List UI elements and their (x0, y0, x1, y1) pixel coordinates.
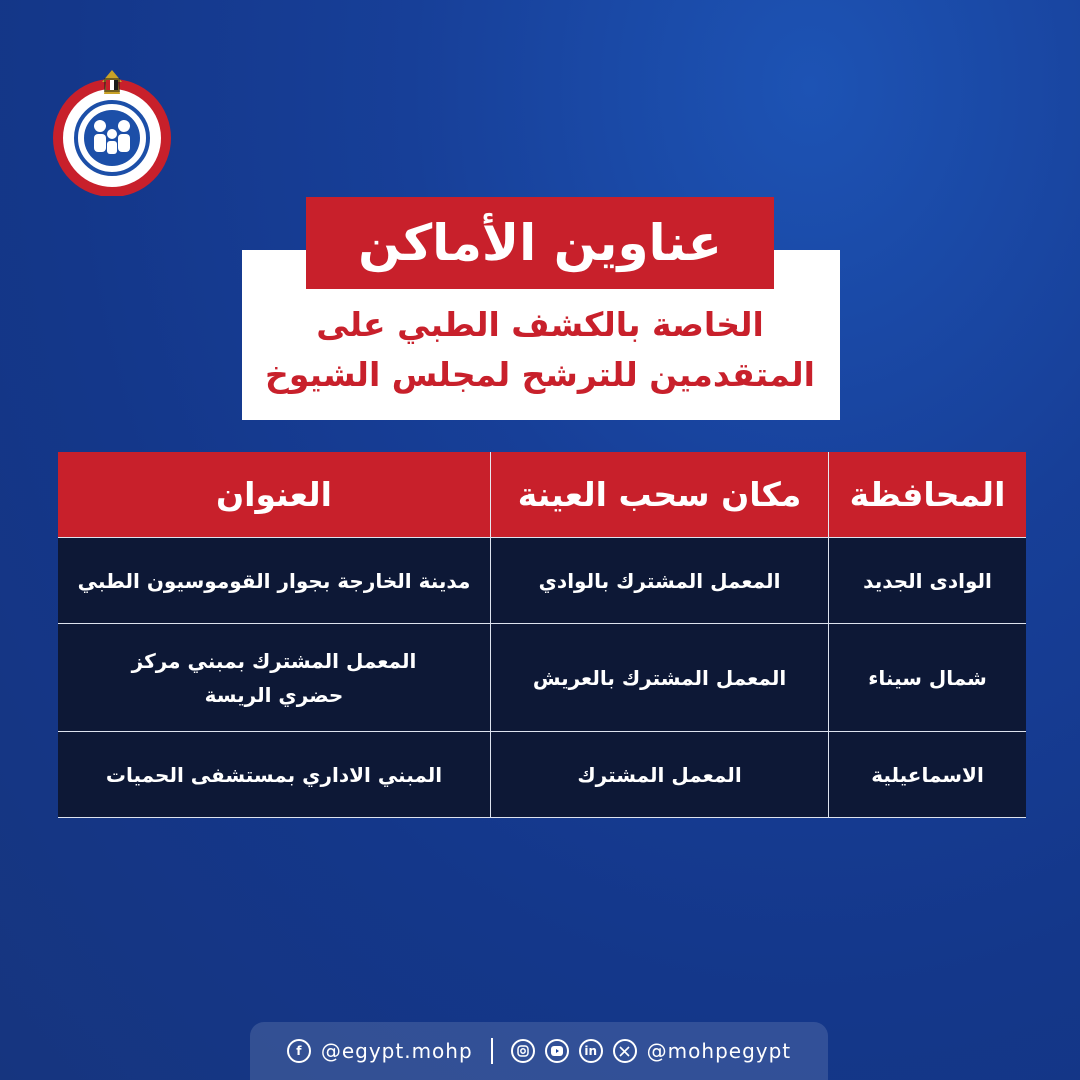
cell-address: مدينة الخارجة بجوار القوموسيون الطبي (77, 568, 471, 593)
header-governorate: المحافظة (828, 452, 1026, 537)
table-row (58, 537, 1026, 623)
header-address: العنوان (216, 475, 332, 514)
facebook-handle[interactable]: @egypt.mohp (320, 1039, 473, 1063)
cell-sample-location: المعمل المشترك بالعريش (490, 624, 828, 731)
x-icon[interactable] (613, 1039, 637, 1063)
cell-sample-location: المعمل المشترك بالوادي (490, 538, 828, 623)
instagram-icon[interactable] (511, 1039, 535, 1063)
cell-governorate: الاسماعيلية (828, 732, 1026, 817)
youtube-icon[interactable] (545, 1039, 569, 1063)
table-header (58, 452, 1026, 537)
ministry-logo (52, 64, 172, 196)
page-subtitle (262, 300, 818, 400)
header-sample-location: مكان سحب العينة (490, 452, 828, 537)
page-title: عناوين الأماكن (306, 197, 774, 289)
table-row (58, 623, 1026, 731)
social-handle[interactable]: @mohpegypt (646, 1039, 792, 1063)
subtitle-line-2: المتقدمين للترشح لمجلس الشيوخ (265, 355, 815, 394)
table-row (58, 731, 1026, 818)
facebook-icon[interactable]: f (287, 1039, 311, 1063)
footer-divider (491, 1038, 493, 1064)
cell-address: المعمل المشترك بمبني مركز حضري الريسة (131, 648, 417, 707)
social-footer (250, 1022, 828, 1080)
cell-sample-location: المعمل المشترك (490, 732, 828, 817)
cell-governorate: الوادى الجديد (828, 538, 1026, 623)
ministry-emblem-icon (52, 64, 172, 196)
locations-table (58, 452, 1026, 818)
cell-governorate: شمال سيناء (828, 624, 1026, 731)
linkedin-icon[interactable]: in (579, 1039, 603, 1063)
cell-address: المبني الاداري بمستشفى الحميات (105, 762, 443, 787)
subtitle-line-1: الخاصة بالكشف الطبي على (316, 305, 764, 344)
